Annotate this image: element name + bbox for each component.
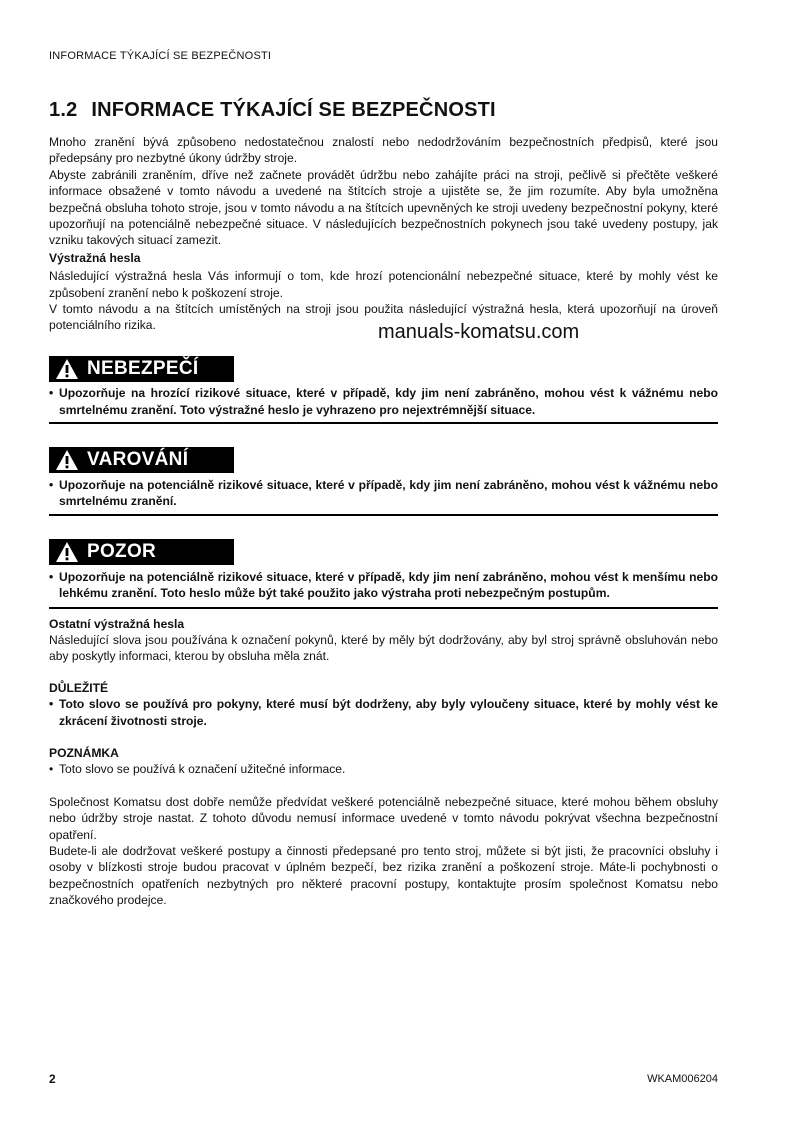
warning-triangle-icon	[55, 449, 79, 471]
other-words-heading: Ostatní výstražná hesla	[49, 616, 185, 631]
caution-description: • Upozorňuje na potenciálně rizikové situace, které v případě, kdy jim není zabráněno, mohou vést k menšímu nebo lehkému zranění. Toto heslo může být také použito jako výstraha proti nebezpečným postupům.	[49, 569, 718, 609]
document-code: WKAM006204	[647, 1073, 718, 1085]
danger-label: NEBEZPEČÍ	[87, 357, 199, 379]
warning-words-paragraph-1: Následující výstražná hesla Vás informují o tom, kde hrozí potencionální nebezpečné situace, které by mohly vést ke způsobení zranění nebo k poškození stroje.	[49, 269, 718, 300]
important-heading: DŮLEŽITÉ	[49, 680, 109, 695]
warning-label: VAROVÁNÍ	[87, 448, 189, 470]
section-title	[49, 99, 496, 122]
important-description: • Toto slovo se používá pro pokyny, které musí být dodrženy, aby byly vyloučeny situace, které by mohly vést ke zkrácení životnosti stroje.	[49, 696, 718, 729]
note-description: • Toto slovo se používá k označení užitečné informace.	[49, 761, 718, 777]
other-words-paragraph: Následující slova jsou používána k označení pokynů, které by měly být dodržovány, aby byl stroj správně obsluhován nebo aby poskytly informaci, kterou by obsluha měla znát.	[49, 632, 718, 664]
warning-banner	[49, 447, 234, 473]
note-heading: POZNÁMKA	[49, 745, 119, 760]
caution-banner	[49, 539, 234, 565]
section-title-text: INFORMACE TÝKAJÍCÍ SE BEZPEČNOSTI	[91, 99, 496, 121]
warning-words-heading: Výstražná hesla	[49, 250, 141, 265]
main-content	[49, 134, 718, 909]
warning-description: • Upozorňuje na potenciálně rizikové situace, které v případě, kdy jim není zabráněno, mohou vést k vážnému nebo smrtelnému zranění.	[49, 477, 718, 517]
watermark-text: manuals-komatsu.com	[378, 321, 580, 343]
danger-banner	[49, 356, 234, 382]
intro-paragraph-2: Abyste zabránili zraněním, dříve než začnete provádět údržbu nebo zahájíte práci na stroji, pečlivě si přečtěte veškeré informace obsažené v tomto návodu a uvedené na štítcích stroje a ujistěte se, že jim rozumíte. Aby byla umožněna bezpečná obsluha tohoto stroje, jsou v tomto návodu a na štítcích upevněných ke stroji uvedeny bezpečnostní pokyny, které upozorňují na potenciálně nebezpečné situace. V následujících bezpečnostních pokynech jsou také uvedeny postupy, jak vzniku takových situací zamezit.	[49, 167, 718, 248]
warning-words-paragraph-2: V tomto návodu a na štítcích umístěných na stroji jsou použita následující výstražná hesla, která upozorňují na úroveň potenciálního rizika.	[49, 302, 718, 333]
warning-triangle-icon	[55, 358, 79, 380]
warning-block	[49, 447, 718, 516]
closing-paragraph-2: Budete-li ale dodržovat veškeré postupy a činnosti předepsané pro tento stroj, můžete si být jisti, že pracovníci obsluhy i osoby v blízkosti stroje budou pracovat v úplném bezpečí, bez rizika zranění a poškození stroje. Máte-li pochybnosti o bezpečnostních opatřeních nezbytných pro některé pracovní postupy, kontaktujte prosím společnost Komatsu nebo značkového prodejce.	[49, 844, 718, 908]
caution-block	[49, 539, 718, 608]
danger-block	[49, 356, 718, 424]
intro-paragraph-1: Mnoho zranění bývá způsobeno nedostatečnou znalostí nebo nedodržováním bezpečnostních předpisů, které jsou předepsány pro nezbytné úkony údržby stroje.	[49, 135, 718, 166]
running-header: INFORMACE TÝKAJÍCÍ SE BEZPEČNOSTI	[49, 50, 272, 62]
danger-description: • Upozorňuje na hrozící rizikové situace, které v případě, kdy jim není zabráněno, mohou vést k vážnému nebo smrtelnému zranění. Toto výstražné heslo je vyhrazeno pro nejextrémnější situace.	[49, 385, 718, 424]
page-number: 2	[49, 1072, 56, 1086]
caution-label: POZOR	[87, 541, 157, 563]
closing-paragraph-1: Společnost Komatsu dost dobře nemůže předvídat veškeré potenciálně nebezpečné situace, které mohou během obsluhy nebo údržby stroje nastat. Z tohoto důvodu nemusí informace uvedené v tomto návodu pokrývat všechna bezpečnostní opatření.	[49, 794, 718, 842]
warning-triangle-icon	[55, 541, 79, 563]
section-number: 1.2	[49, 99, 78, 121]
